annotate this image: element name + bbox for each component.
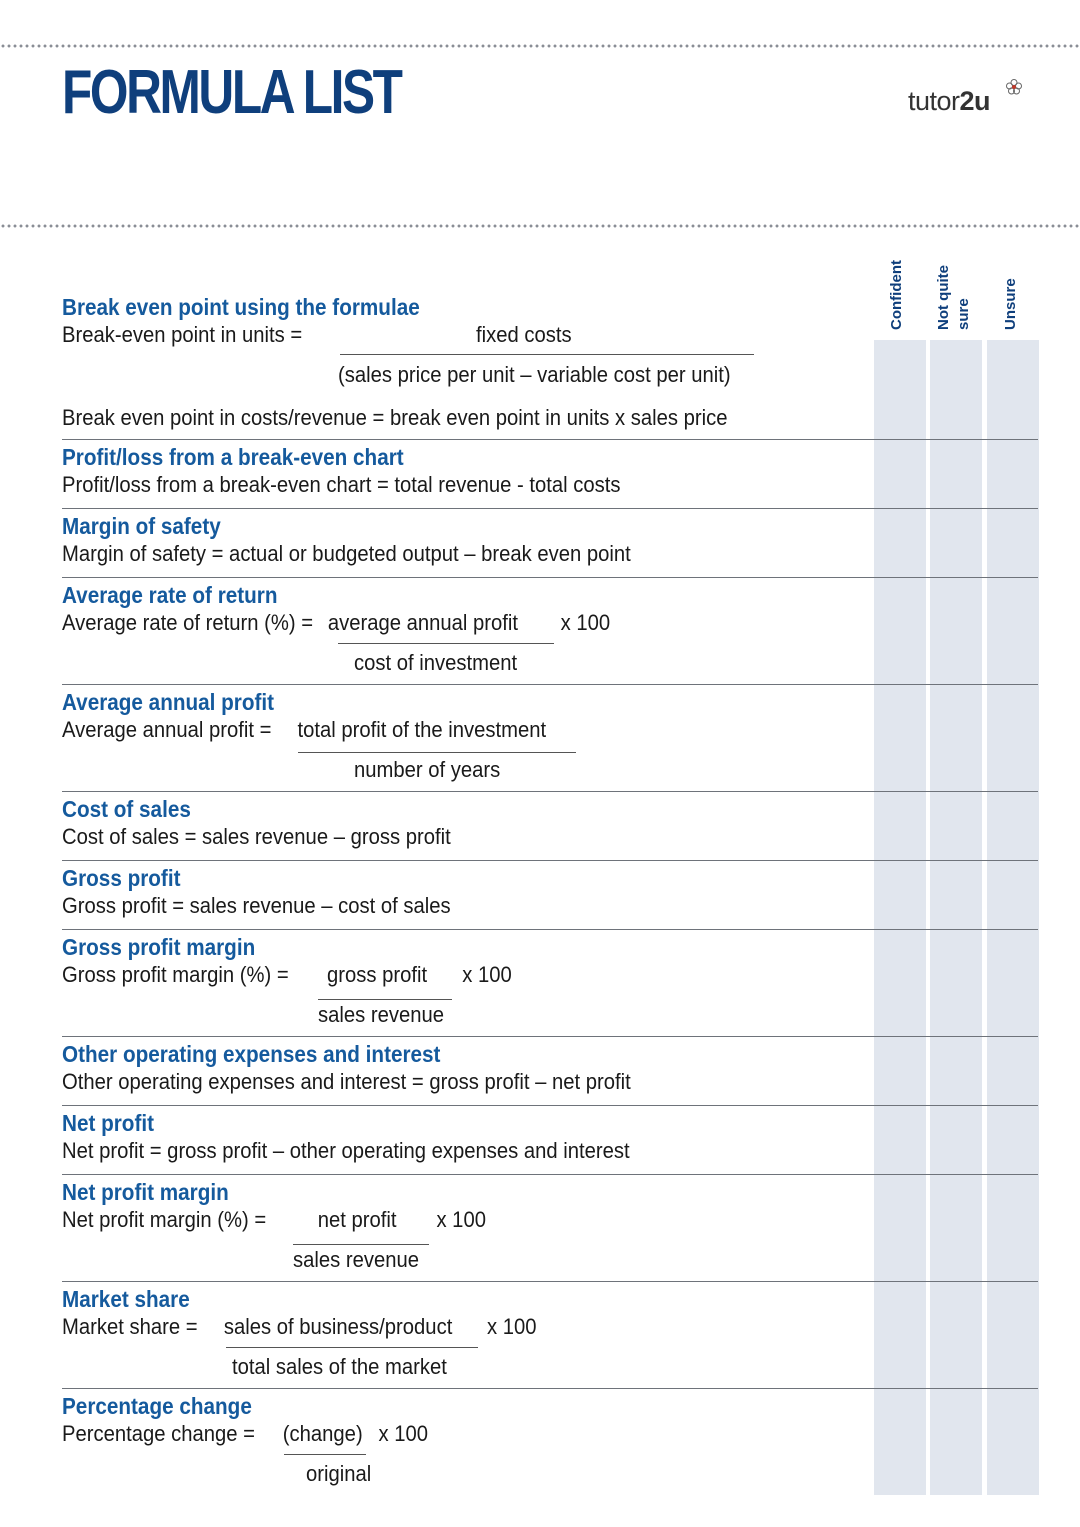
formula-line bbox=[62, 961, 960, 989]
formula-lhs: Net profit margin (%) = bbox=[62, 1207, 267, 1232]
section-average-rate-of-return bbox=[62, 581, 1038, 685]
section-heading: Gross profit bbox=[62, 865, 181, 891]
formula-numerator: net profit bbox=[317, 1207, 397, 1232]
page-title: FORMULA LIST bbox=[62, 58, 401, 127]
formula-multiplier: x 100 bbox=[462, 962, 512, 987]
section-heading: Market share bbox=[62, 1286, 190, 1312]
formula-lhs: Average annual profit = bbox=[62, 717, 272, 742]
formula-lhs: Average rate of return (%) = bbox=[62, 610, 314, 635]
formula-line: Net profit = gross profit – other operating expenses and interest bbox=[62, 1138, 630, 1163]
formula-line-2: Break even point in costs/revenue = break even point in units x sales price bbox=[62, 405, 728, 430]
logo-text: tutor bbox=[908, 86, 960, 116]
formula-line bbox=[62, 1420, 960, 1448]
section-heading: Percentage change bbox=[62, 1393, 252, 1419]
formula-lhs: Percentage change = bbox=[62, 1421, 255, 1446]
formula-denominator: cost of investment bbox=[354, 650, 518, 675]
formula-denominator: original bbox=[306, 1461, 372, 1486]
section-net-profit-margin bbox=[62, 1178, 1038, 1282]
section-heading: Profit/loss from a break-even chart bbox=[62, 444, 404, 470]
formula-denominator: sales revenue bbox=[318, 1002, 445, 1027]
confident-label: Confident bbox=[888, 260, 905, 330]
section-other-operating-expenses bbox=[62, 1040, 1038, 1106]
formula-numerator: fixed costs bbox=[476, 322, 572, 347]
section-heading: Break even point using the formulae bbox=[62, 294, 420, 320]
formula-numerator: gross profit bbox=[326, 962, 428, 987]
tutor2u-logo bbox=[908, 86, 990, 117]
section-cost-of-sales bbox=[62, 795, 1038, 861]
formula-line: Margin of safety = actual or budgeted output – break even point bbox=[62, 541, 631, 566]
section-gross-profit-margin bbox=[62, 933, 1038, 1037]
fraction-line bbox=[226, 1347, 478, 1348]
fraction-line bbox=[318, 999, 452, 1000]
fraction-line bbox=[340, 354, 754, 355]
section-net-profit bbox=[62, 1109, 1038, 1175]
formula-lhs: Gross profit margin (%) = bbox=[62, 962, 289, 987]
section-heading: Net profit margin bbox=[62, 1179, 229, 1205]
formula-denominator: (sales price per unit – variable cost per unit) bbox=[338, 362, 731, 387]
formula-lhs: Break-even point in units = bbox=[62, 322, 303, 347]
section-average-annual-profit bbox=[62, 688, 1038, 792]
top-dotted-rule bbox=[0, 44, 1080, 48]
fraction-line bbox=[293, 1244, 429, 1245]
section-heading: Average rate of return bbox=[62, 582, 278, 608]
formula-numerator: average annual profit bbox=[327, 610, 519, 635]
section-heading: Average annual profit bbox=[62, 689, 275, 715]
section-percentage-change bbox=[62, 1392, 1038, 1492]
formula-denominator: number of years bbox=[354, 757, 501, 782]
formula-line bbox=[62, 1206, 960, 1234]
mid-dotted-rule bbox=[0, 224, 1080, 228]
formula-line bbox=[62, 716, 960, 744]
section-gross-profit bbox=[62, 864, 1038, 930]
formula-multiplier: x 100 bbox=[487, 1314, 537, 1339]
formula-numerator: total profit of the investment bbox=[297, 717, 547, 742]
formula-numerator: (change) bbox=[282, 1421, 363, 1446]
formula-line bbox=[62, 1313, 960, 1341]
formula-line bbox=[62, 321, 960, 349]
formula-line: Gross profit = sales revenue – cost of sales bbox=[62, 893, 451, 918]
section-profit-loss bbox=[62, 443, 1038, 509]
formula-numerator: sales of business/product bbox=[223, 1314, 453, 1339]
section-margin-of-safety bbox=[62, 512, 1038, 578]
fraction-line bbox=[338, 643, 554, 644]
section-break-even bbox=[62, 293, 1038, 440]
logo-text-bold: 2u bbox=[959, 86, 991, 116]
formula-line: Profit/loss from a break-even chart = total revenue - total costs bbox=[62, 472, 621, 497]
formula-multiplier: x 100 bbox=[378, 1421, 429, 1446]
section-heading: Cost of sales bbox=[62, 796, 191, 822]
flower-icon bbox=[1005, 78, 1023, 96]
unsure-label: Unsure bbox=[1002, 278, 1019, 330]
formula-line: Cost of sales = sales revenue – gross profit bbox=[62, 824, 451, 849]
section-heading: Net profit bbox=[62, 1110, 154, 1136]
fraction-line bbox=[298, 752, 576, 753]
section-market-share bbox=[62, 1285, 1038, 1389]
section-heading: Gross profit margin bbox=[62, 934, 256, 960]
formula-multiplier: x 100 bbox=[560, 610, 611, 635]
not-quite-sure-label: Not quite sure bbox=[935, 265, 972, 330]
formula-line: Other operating expenses and interest = gross profit – net profit bbox=[62, 1069, 631, 1094]
fraction-line bbox=[284, 1454, 366, 1455]
formula-lhs: Market share = bbox=[62, 1314, 198, 1339]
formula-multiplier: x 100 bbox=[436, 1207, 486, 1232]
formula-denominator: total sales of the market bbox=[232, 1354, 447, 1379]
section-heading: Other operating expenses and interest bbox=[62, 1041, 441, 1067]
section-heading: Margin of safety bbox=[62, 513, 221, 539]
formula-line bbox=[62, 609, 960, 637]
formula-denominator: sales revenue bbox=[293, 1247, 420, 1272]
